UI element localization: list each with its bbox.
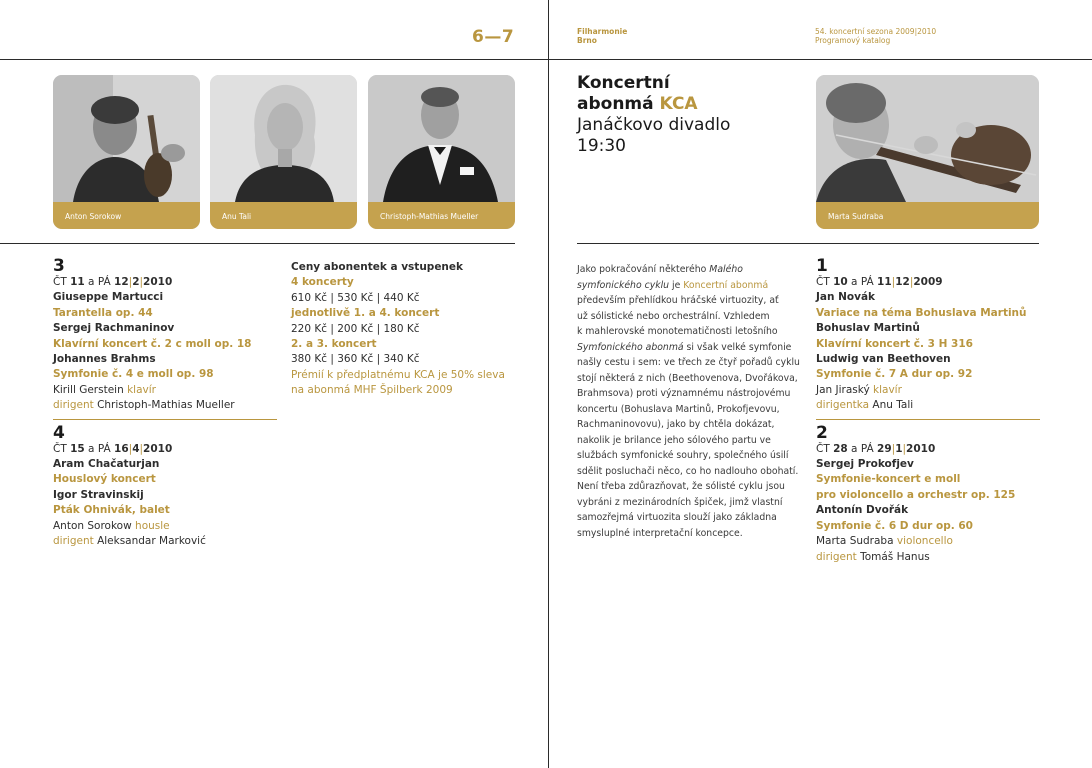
concert-3 <box>53 257 277 414</box>
date-day2: 16 <box>114 442 129 455</box>
brand-line: Brno <box>577 36 597 45</box>
soloist-line <box>53 519 277 534</box>
composer: Igor Stravinskij <box>53 488 144 501</box>
paragraph-line <box>577 510 782 526</box>
intro-paragraph <box>577 262 800 541</box>
photo-card-anu-tali <box>210 75 357 229</box>
work: Houslový koncert <box>53 473 156 486</box>
concert-number: 2 <box>816 422 828 443</box>
photo-card-christoph-mathias-mueller <box>368 75 515 229</box>
conductor-role: dirigentka <box>816 399 870 412</box>
concert-2 <box>816 424 1040 565</box>
series-title <box>577 73 730 157</box>
soloist-name: Jan Jiraský <box>816 383 870 396</box>
concert-number: 3 <box>53 256 65 276</box>
concert-date <box>816 442 1040 457</box>
date-year: 2010 <box>906 442 936 455</box>
conductor-role: dirigent <box>53 399 94 412</box>
photo-caption: Anton Sorokow <box>53 202 200 229</box>
date-day1: 15 <box>70 442 85 455</box>
composer: Sergej Rachmaninov <box>53 322 175 335</box>
photo-caption: Anu Tali <box>210 202 357 229</box>
header-rule <box>549 59 1092 60</box>
soloist-name: Anton Sorokow <box>53 519 132 532</box>
text-run: si však velké symfonie <box>683 341 792 353</box>
price-note: na abonmá MHF Špilberk 2009 <box>291 384 453 397</box>
soloist-instrument: klavír <box>127 383 156 396</box>
paragraph-line <box>577 355 800 371</box>
date-day-label: a PÁ <box>847 276 878 288</box>
conductor-name: Tomáš Hanus <box>860 550 930 563</box>
paragraph-line <box>577 417 782 433</box>
title-line <box>577 94 730 115</box>
concert-time: 19:30 <box>577 136 626 156</box>
date-separator: | <box>891 442 896 455</box>
work: Symfonie č. 7 A dur op. 92 <box>816 368 973 381</box>
catalog-line: Programový katalog <box>815 36 891 45</box>
conductor-name: Anu Tali <box>872 399 914 412</box>
title-code: KCA <box>659 94 698 114</box>
composer: Bohuslav Martinů <box>816 322 920 335</box>
date-separator: | <box>909 276 914 288</box>
price-label: 4 koncerty <box>291 276 354 289</box>
work: Klavírní koncert č. 3 H 316 <box>816 337 973 350</box>
venue: Janáčkovo divadlo <box>577 115 731 135</box>
date-separator: | <box>902 442 907 455</box>
text-run: Není třeba zdůrazňovat, že sólisté cyklu jsou <box>577 481 785 492</box>
conductor-line <box>816 550 1040 565</box>
price-values: 380 Kč | 360 Kč | 340 Kč <box>291 353 420 366</box>
text-run: našly cestu i sem: ve třech ze čtyř pořadů cyklu <box>577 357 800 368</box>
text-run: Rachmaninovovu), jako by chtěla dokázat, <box>577 419 775 430</box>
italic-text-run: Symfonického abonmá <box>577 341 684 353</box>
text-run: smysluplné interpretační koncepce. <box>577 527 743 539</box>
paragraph-line <box>577 278 782 294</box>
text-run: Brahmsova) proti významnému nástrojovému <box>577 388 791 399</box>
season-line: 54. koncertní sezona 2009|2010 <box>815 27 937 36</box>
date-day-label: a PÁ <box>847 442 878 455</box>
soloist-instrument: housle <box>135 519 170 532</box>
photo-caption: Marta Sudraba <box>816 202 1039 229</box>
work: Tarantella op. 44 <box>53 306 153 319</box>
date-day-label: a PÁ <box>84 276 115 288</box>
concert-divider <box>816 419 1040 420</box>
photo-card-anton-sorokow <box>53 75 200 229</box>
date-separator: | <box>128 276 133 288</box>
cellist-photo <box>816 75 1039 202</box>
date-separator: | <box>139 442 144 455</box>
conductor-line <box>816 398 1040 413</box>
date-month: 4 <box>132 442 140 455</box>
composer: Aram Chačaturjan <box>53 458 160 471</box>
date-day1: 11 <box>70 276 85 288</box>
photo-card-marta-sudraba <box>816 75 1039 229</box>
price-values: 610 Kč | 530 Kč | 440 Kč <box>291 291 420 304</box>
conductor-role: dirigent <box>53 535 94 548</box>
date-day-label: a PÁ <box>84 442 115 455</box>
paragraph-line <box>577 526 782 542</box>
text-run: už sólistické nebo orchestrální. Vzhledem <box>577 310 770 322</box>
header-rule <box>0 59 548 60</box>
paragraph-line <box>577 293 782 309</box>
portrait-photo <box>53 75 200 202</box>
paragraph-line <box>577 262 782 278</box>
italic-text-run: symfonického cyklu <box>577 279 670 291</box>
brand-line: Filharmonie <box>577 27 628 36</box>
date-separator: | <box>891 276 896 288</box>
text-run: především přehlídkou hráčské virtuozity, ať <box>577 295 779 306</box>
price-note: Prémií k předplatnému KCA je 50% sleva <box>291 368 505 381</box>
page-numbers: 6—7 <box>472 27 515 47</box>
section-rule <box>0 243 515 244</box>
date-day-label: ČT <box>53 442 71 455</box>
text-run: stojí některá z nich (Beethovenova, Dvořákova, <box>577 372 798 384</box>
date-day2: 12 <box>114 276 129 288</box>
right-page <box>549 0 1092 768</box>
date-day1: 28 <box>833 442 848 455</box>
date-separator: | <box>128 442 133 455</box>
concert-1 <box>816 257 1040 414</box>
work: pro violoncello a orchestr op. 125 <box>816 488 1016 501</box>
concert-divider <box>53 419 277 420</box>
paragraph-line <box>577 309 782 325</box>
paragraph-line <box>577 464 799 480</box>
conductor-name: Aleksandar Marković <box>97 535 206 548</box>
text-run: koncertu (Bohuslava Martinů, Prokofjevovu, <box>577 403 780 415</box>
text-run: Jako pokračování některého <box>577 264 710 275</box>
italic-text-run: Malého <box>709 264 743 275</box>
composer: Sergej Prokofjev <box>816 458 914 471</box>
work: Symfonie č. 4 e moll op. 98 <box>53 368 214 381</box>
text-run: samozřejmá virtuozita slouží jako základna <box>577 512 777 523</box>
date-day-label: ČT <box>816 276 834 288</box>
conductor-line <box>53 534 277 549</box>
prices-heading: Ceny abonentek a vstupenek <box>291 261 464 273</box>
soloist-line <box>816 383 1040 398</box>
text-run: nakolik je brilance jeho sólového partu ve <box>577 434 771 446</box>
paragraph-line <box>577 340 792 356</box>
soloist-line <box>816 534 1040 549</box>
work: Symfonie č. 6 D dur op. 60 <box>816 519 973 532</box>
date-day-label: ČT <box>53 276 71 288</box>
date-month: 2 <box>132 276 140 288</box>
concert-number: 4 <box>53 422 65 443</box>
date-day1: 10 <box>833 276 848 288</box>
brand-logo-text <box>577 27 627 45</box>
paragraph-line <box>577 402 782 418</box>
title-line: Koncertní <box>577 73 670 93</box>
date-separator: | <box>139 276 144 288</box>
soloist-name: Kirill Gerstein <box>53 383 124 396</box>
soloist-instrument: klavír <box>873 383 902 396</box>
paragraph-line <box>577 386 791 402</box>
conductor-role: dirigent <box>816 550 857 563</box>
photo-caption: Christoph-Mathias Mueller <box>368 202 515 229</box>
composer: Johannes Brahms <box>53 353 156 366</box>
concert-column-right <box>816 257 1040 565</box>
work: Klavírní koncert č. 2 c moll op. 18 <box>53 337 252 350</box>
soloist-line <box>53 383 277 398</box>
date-year: 2009 <box>913 276 943 288</box>
title-text: abonmá <box>577 94 660 114</box>
concert-date <box>816 275 1040 290</box>
soloist-instrument: violoncello <box>896 535 953 548</box>
text-run: sdělit posluchači něco, co ho nadlouho obohatí. <box>577 465 799 477</box>
paragraph-line <box>577 495 782 511</box>
price-label: jednotlivě 1. a 4. koncert <box>291 307 440 320</box>
work: Pták Ohnivák, balet <box>53 504 170 517</box>
work: Variace na téma Bohuslava Martinů <box>816 306 1027 319</box>
paragraph-line <box>577 433 782 449</box>
composer: Jan Novák <box>816 291 876 304</box>
price-values: 220 Kč | 200 Kč | 180 Kč <box>291 322 420 335</box>
section-rule <box>577 243 1039 244</box>
soloist-name: Marta Sudraba <box>816 535 894 548</box>
paragraph-line <box>577 448 789 464</box>
concert-number: 1 <box>816 256 828 276</box>
concert-column-left <box>53 257 277 550</box>
text-run: vybráni z mezinárodních špiček, jimž vlastní <box>577 496 783 508</box>
conductor-line <box>53 398 277 413</box>
composer: Ludwig van Beethoven <box>816 353 951 366</box>
text-run: k mahlerovské monotematičnosti letošního <box>577 326 778 337</box>
concert-date <box>53 275 277 290</box>
portrait-photo <box>368 75 515 202</box>
date-month: 12 <box>895 276 910 288</box>
date-year: 2010 <box>143 276 173 288</box>
date-day2: 11 <box>877 276 892 288</box>
text-run: je <box>669 279 684 291</box>
date-day2: 29 <box>877 442 892 455</box>
conductor-name: Christoph-Mathias Mueller <box>97 399 235 412</box>
price-label: 2. a 3. koncert <box>291 338 377 351</box>
work: Symfonie-koncert e moll <box>816 473 961 486</box>
season-header <box>815 27 936 45</box>
text-run: službách symfonické souhry, společného úsilí <box>577 450 789 461</box>
date-year: 2010 <box>143 442 173 455</box>
date-month: 1 <box>895 442 903 455</box>
paragraph-line <box>577 371 798 387</box>
paragraph-line <box>577 479 785 495</box>
composer: Giuseppe Martucci <box>53 291 164 304</box>
date-day-label: ČT <box>816 442 834 455</box>
paragraph-line <box>577 324 782 340</box>
concert-date <box>53 442 277 457</box>
prices-block <box>291 260 505 399</box>
concert-4 <box>53 424 277 550</box>
portrait-photo <box>210 75 357 202</box>
composer: Antonín Dvořák <box>816 504 909 517</box>
highlight-text-run: Koncertní abonmá <box>683 279 769 291</box>
